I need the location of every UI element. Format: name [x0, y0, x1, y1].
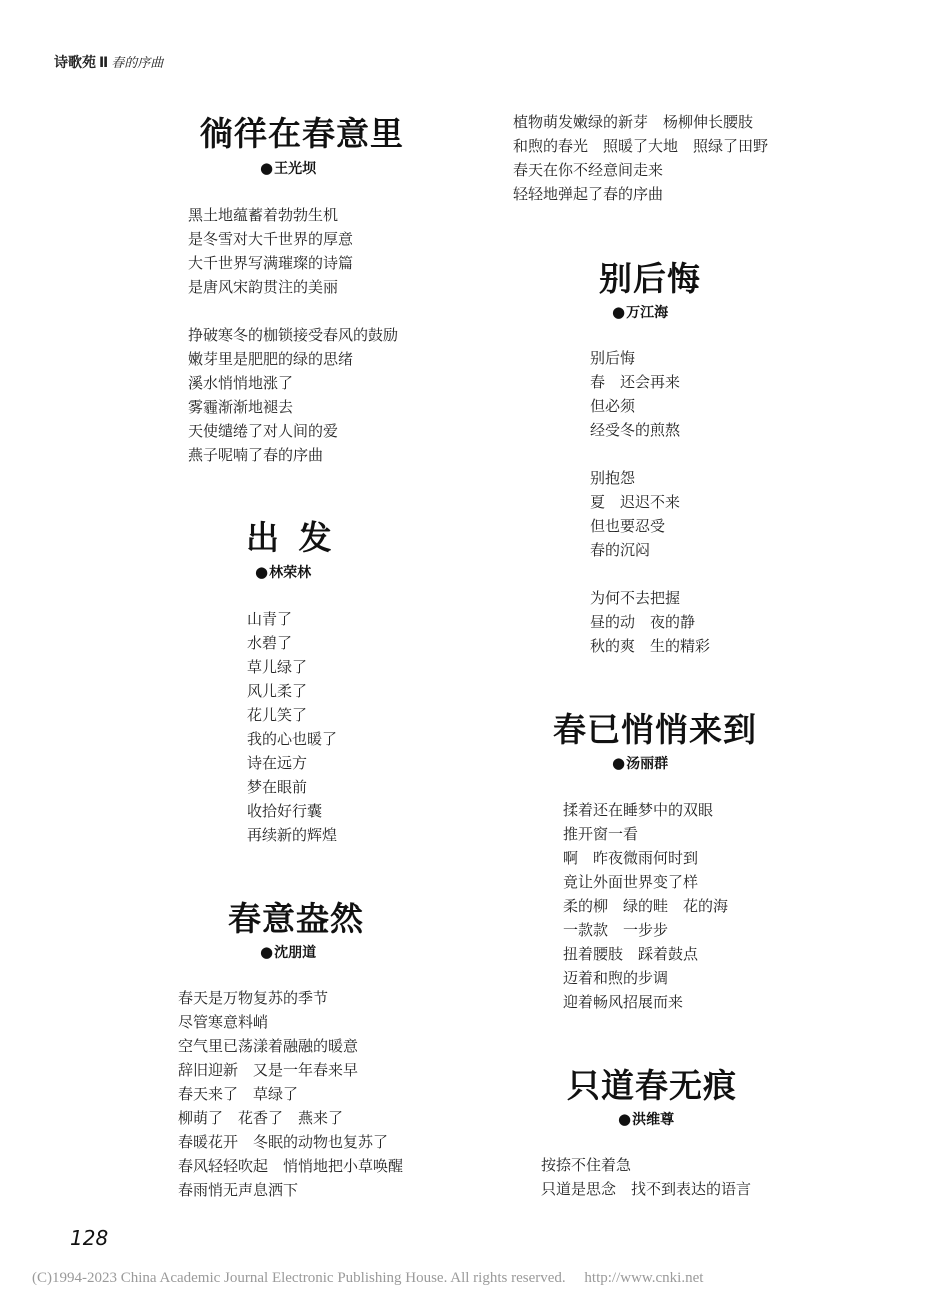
poem-line: 是唐风宋韵贯注的美丽: [188, 278, 339, 296]
poem-line: 春天来了 草绿了: [178, 1085, 299, 1103]
poem-line: 和煦的春光 照暖了大地 照绿了田野: [513, 137, 769, 155]
poem-line: 水碧了: [247, 634, 293, 652]
column-name: 诗歌苑: [54, 55, 96, 71]
poem-line: 花儿笑了: [247, 706, 308, 724]
poem-author: ●洪维尊: [618, 1110, 675, 1128]
poem-line: 只道是思念 找不到表达的语言: [541, 1180, 752, 1198]
author-bullet: ●: [612, 303, 626, 321]
poem-line: 燕子呢喃了春的序曲: [188, 446, 324, 464]
author-bullet: ●: [260, 943, 274, 961]
poem-line: 挣破寒冬的枷锁接受春风的鼓励: [188, 326, 399, 344]
poem-line: 但必须: [590, 397, 636, 415]
poem-line: 收拾好行囊: [247, 802, 323, 820]
poem-line: 迎着畅风招展而来: [563, 993, 684, 1011]
poem-line: 为何不去把握: [590, 589, 681, 607]
poem-line: 再续新的辉煌: [247, 826, 338, 844]
poem-body: [188, 203, 398, 467]
header-separator: Ⅱ: [99, 55, 109, 71]
poem-body: [247, 607, 337, 847]
poem-line: 我的心也暖了: [247, 730, 338, 748]
poem-line: 春 还会再来: [590, 373, 681, 391]
poem-line: 啊 昨夜微雨何时到: [563, 849, 699, 867]
poem-title: 徜徉在春意里: [200, 114, 404, 153]
poem-line: 风儿柔了: [247, 682, 308, 700]
poem-author: ●沈朋道: [260, 943, 317, 961]
poem-line: 迈着和煦的步调: [563, 969, 669, 987]
poem-line: 雾霾渐渐地褪去: [188, 398, 294, 416]
poem-body: [541, 1153, 751, 1201]
poem-line: 竟让外面世界变了样: [563, 873, 699, 891]
poem-line: 辞旧迎新 又是一年春来早: [178, 1061, 359, 1079]
poem-line: 是冬雪对大千世界的厚意: [188, 230, 354, 248]
poem-author: ●万江海: [612, 303, 669, 321]
stanza-break: [590, 442, 710, 466]
author-bullet: ●: [612, 754, 626, 772]
copyright-notice: (C)1994-2023 China Academic Journal Electronic Publishing House. All rights reserved. http://www.cnki.net: [32, 1270, 704, 1286]
poem-line: 春的沉闷: [590, 541, 651, 559]
poem-line: 别后悔: [590, 349, 636, 367]
poem-line: 推开窗一看: [563, 825, 639, 843]
poem-body: [590, 346, 710, 658]
poem-line: 轻轻地弹起了春的序曲: [513, 185, 664, 203]
poem-line: 但也要忍受: [590, 517, 666, 535]
poem-line: 别抱怨: [590, 469, 636, 487]
poem-line: 山青了: [247, 610, 293, 628]
poem-author: ●王光坝: [260, 159, 317, 177]
poem-title: 春意盎然: [228, 899, 364, 938]
poem-line: 按捺不住着急: [541, 1156, 632, 1174]
poem-title: 别后悔: [599, 259, 701, 298]
poem-line: 梦在眼前: [247, 778, 308, 796]
poem-line: 草儿绿了: [247, 658, 308, 676]
stanza-break: [590, 562, 710, 586]
poem-line: 柔的柳 绿的畦 花的海: [563, 897, 729, 915]
poem-line: 大千世界写满璀璨的诗篇: [188, 254, 354, 272]
poem-line: 春雨悄无声息洒下: [178, 1181, 299, 1199]
poem-body: [563, 798, 728, 1014]
poem-line: 柳萌了 花香了 燕来了: [178, 1109, 344, 1127]
poem-line: 夏 迟迟不来: [590, 493, 681, 511]
poem-line: 揉着还在睡梦中的双眼: [563, 801, 714, 819]
poem-line: 秋的爽 生的精彩: [590, 637, 711, 655]
poem-line: 春天是万物复苏的季节: [178, 989, 329, 1007]
poem-line: 天使缱绻了对人间的爱: [188, 422, 339, 440]
poem-line: 春暖花开 冬眠的动物也复苏了: [178, 1133, 389, 1151]
poem-line: 黑土地蕴蓄着勃勃生机: [188, 206, 339, 224]
poem-line: 尽管寒意料峭: [178, 1013, 269, 1031]
section-subtitle: 春的序曲: [111, 56, 164, 71]
author-bullet: ●: [618, 1110, 632, 1128]
page-number: 128: [70, 1226, 109, 1250]
poem-line: 空气里已荡漾着融融的暖意: [178, 1037, 359, 1055]
poem-line: 经受冬的煎熬: [590, 421, 681, 439]
author-bullet: ●: [255, 563, 269, 581]
poem-title: 出 发: [246, 518, 336, 557]
poem-author: ●汤丽群: [612, 754, 669, 772]
poem-line: 溪水悄悄地涨了: [188, 374, 294, 392]
stanza-break: [188, 299, 398, 323]
poem-body: [178, 986, 403, 1202]
poem-line: 春天在你不经意间走来: [513, 161, 664, 179]
poem-line: 诗在远方: [247, 754, 308, 772]
poem-line: 植物萌发嫩绿的新芽 杨柳伸长腰肢: [513, 113, 754, 131]
running-header: [54, 52, 163, 72]
poem-line: 扭着腰肢 踩着鼓点: [563, 945, 699, 963]
poem-title: 春已悄悄来到: [553, 710, 757, 749]
poem-continuation: [513, 110, 768, 206]
poem-line: 昼的动 夜的静: [590, 613, 696, 631]
poem-line: 嫩芽里是肥肥的绿的思绪: [188, 350, 354, 368]
poem-author: ●林荣林: [255, 563, 312, 581]
poem-line: 一款款 一步步: [563, 921, 669, 939]
poem-title: 只道春无痕: [567, 1066, 737, 1105]
poem-line: 春风轻轻吹起 悄悄地把小草唤醒: [178, 1157, 404, 1175]
author-bullet: ●: [260, 159, 274, 177]
